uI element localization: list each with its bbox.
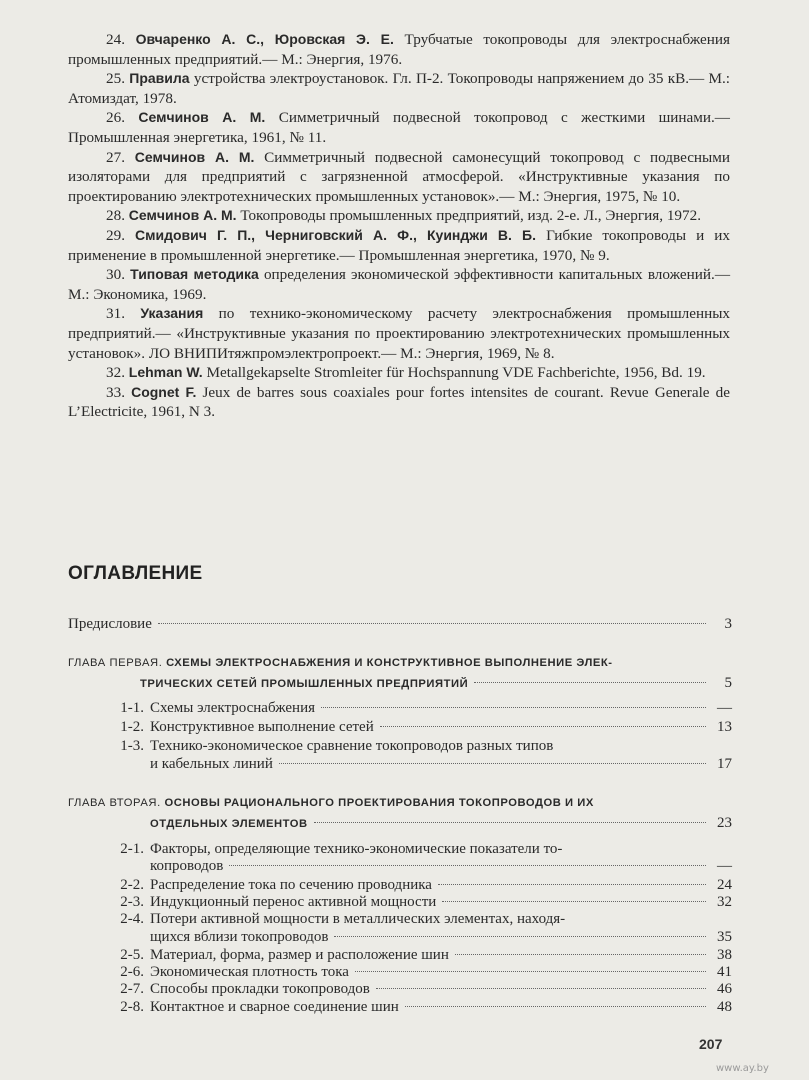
toc-section-1-1 <box>108 699 732 718</box>
toc-entry-page: 17 <box>717 756 732 772</box>
chapter-title-line: ТРИЧЕСКИХ СЕТЕЙ ПРОМЫШЛЕННЫХ ПРЕДПРИЯТИЙ <box>140 678 469 690</box>
section-number: 2-6. <box>120 964 144 980</box>
chapter-2-heading-line2 <box>150 814 732 834</box>
toc-section-1-3-cont <box>150 755 732 774</box>
leader-dots <box>314 822 706 823</box>
section-number: 2-1. <box>120 841 144 857</box>
leader-dots <box>279 763 706 764</box>
reference-24: 24. Овчаренко А. С., Юровская Э. Е. Трубчатые токопроводы для электроснабжения промышленных предприятий.— М.: Энергия, 1976. <box>68 31 731 68</box>
toc-entry-page: 3 <box>724 616 732 632</box>
toc-entry-page: 38 <box>717 947 732 963</box>
leader-dots <box>405 1006 706 1007</box>
reference-33: 33. Cognet F. Jeux de barres sous coaxiales pour fortes intensites de courant. Revue Generale de L’Electricite, 1961, N 3. <box>68 383 730 421</box>
page-number: 207 <box>699 1036 723 1052</box>
section-title: Схемы электроснабжения <box>150 700 315 716</box>
leader-dots <box>158 623 706 624</box>
toc-entry-page: 23 <box>717 815 732 831</box>
section-title: копроводов <box>150 858 224 874</box>
leader-dots <box>438 884 706 885</box>
leader-dots <box>376 988 706 989</box>
toc-entry-page: 13 <box>717 719 732 735</box>
section-number: 2-3. <box>120 894 144 910</box>
toc-section-1-2 <box>108 718 732 737</box>
toc-section-1-3 <box>108 737 732 756</box>
chapter-title-line: ОТДЕЛЬНЫХ ЭЛЕМЕНТОВ <box>150 818 308 830</box>
reference-25: 25. Правила устройства электроустановок. Гл. П-2. Токопроводы напряжением до 35 кВ.— М.: Атомиздат, 1978. <box>68 70 731 107</box>
reference-32: 32. Lehman W. Metallgekapselte Stromleiter für Hochspannung VDE Fachberichte, 1956, Bd. 19. <box>106 364 706 382</box>
section-number: 2-8. <box>120 999 144 1015</box>
chapter-1-heading-line2 <box>140 674 732 694</box>
section-number: 1-1. <box>120 700 144 716</box>
section-title: Материал, форма, размер и расположение шин <box>150 947 449 963</box>
toc-entry-page: 48 <box>717 999 732 1015</box>
reference-30: 30. Типовая методика определения экономической эффективности капитальных вложений.— М.: Экономика, 1969. <box>68 266 731 303</box>
reference-29: 29. Смидович Г. П., Черниговский А. Ф., Куинджи В. Б. Гибкие токопроводы и их применение в промышленной энергетике.— Промышленная энергетика, 1970, № 9. <box>68 226 731 264</box>
toc-entry-page: 24 <box>717 877 732 893</box>
toc-section-2-4-cont <box>150 928 732 947</box>
section-title: Технико-экономическое сравнение токопроводов разных типов <box>150 738 554 754</box>
toc-entry-page: 41 <box>717 964 732 980</box>
toc-section-2-7 <box>108 980 732 999</box>
section-title: Потери активной мощности в металлических элементах, находя- <box>150 911 566 927</box>
toc-section-2-8 <box>108 998 732 1017</box>
toc-section-2-4 <box>108 910 732 929</box>
section-title: Распределение тока по сечению проводника <box>150 877 432 893</box>
section-number: 1-3. <box>120 738 144 754</box>
section-title: и кабельных линий <box>150 756 273 772</box>
toc-title: ОГЛАВЛЕНИЕ <box>68 563 203 584</box>
leader-dots <box>355 971 706 972</box>
section-number: 2-4. <box>120 911 144 927</box>
toc-entry-page: 5 <box>724 675 732 691</box>
leader-dots <box>442 901 706 902</box>
toc-entry-preface <box>68 615 732 634</box>
toc-entry-label: Предисловие <box>68 616 152 632</box>
leader-dots <box>321 707 706 708</box>
toc-entry-page: 35 <box>717 929 732 945</box>
section-title: щихся вблизи токопроводов <box>150 929 329 945</box>
reference-26: 26. Семчинов А. М. Симметричный подвесной токопровод с жесткими шинами.— Промышленная энергетика, 1961, № 11. <box>68 109 730 146</box>
leader-dots <box>334 936 706 937</box>
toc-entry-page: — <box>717 858 732 874</box>
section-title: Экономическая плотность тока <box>150 964 349 980</box>
toc-entry-page: — <box>717 700 732 716</box>
chapter-title-line: СХЕМЫ ЭЛЕКТРОСНАБЖЕНИЯ И КОНСТРУКТИВНОЕ ВЫПОЛНЕНИЕ ЭЛЕК- <box>166 657 613 669</box>
reference-list <box>68 30 730 422</box>
chapter-label: ГЛАВА ПЕРВАЯ. <box>68 657 163 669</box>
section-title: Способы прокладки токопроводов <box>150 981 370 997</box>
chapter-1-heading <box>68 652 732 674</box>
chapter-title-line: ОСНОВЫ РАЦИОНАЛЬНОГО ПРОЕКТИРОВАНИЯ ТОКОПРОВОДОВ И ИХ <box>164 797 594 809</box>
section-number: 2-5. <box>120 947 144 963</box>
leader-dots <box>380 726 706 727</box>
reference-31: 31. Указания по технико-экономическому расчету электроснабжения промышленных предприятий.— «Инструктивные указания по проектированию электротехнических промышленных установок». ЛО ВНИПИтяжпромэлектропроект.— М.: Энергия, 1969, № 8. <box>68 305 731 362</box>
section-number: 1-2. <box>120 719 144 735</box>
section-title: Индукционный перенос активной мощности <box>150 894 437 910</box>
toc-section-2-1-cont <box>150 857 732 876</box>
reference-27: 27. Семчинов А. М. Симметричный подвесной самонесущий токопровод с подвесными изоляторами для предприятий с загрязненной атмосферой. «Инструктивные указания по проектированию электротехнических промышленных установок».— М.: Энергия, 1975, № 10. <box>68 148 731 205</box>
chapter-2-heading <box>68 792 732 814</box>
section-number: 2-2. <box>120 877 144 893</box>
toc-entry-page: 32 <box>717 894 732 910</box>
section-title: Конструктивное выполнение сетей <box>150 719 374 735</box>
reference-28: 28. Семчинов А. М. Токопроводы промышленных предприятий, изд. 2-е. Л., Энергия, 1972. <box>106 207 701 225</box>
leader-dots <box>474 682 706 683</box>
chapter-label: ГЛАВА ВТОРАЯ. <box>68 797 161 809</box>
leader-dots <box>229 865 706 866</box>
watermark: www.ay.by <box>716 1063 769 1074</box>
toc-entry-page: 46 <box>717 981 732 997</box>
section-title: Контактное и сварное соединение шин <box>150 999 399 1015</box>
section-number: 2-7. <box>120 981 144 997</box>
section-title: Факторы, определяющие технико-экономические показатели то- <box>150 841 563 857</box>
leader-dots <box>455 954 706 955</box>
